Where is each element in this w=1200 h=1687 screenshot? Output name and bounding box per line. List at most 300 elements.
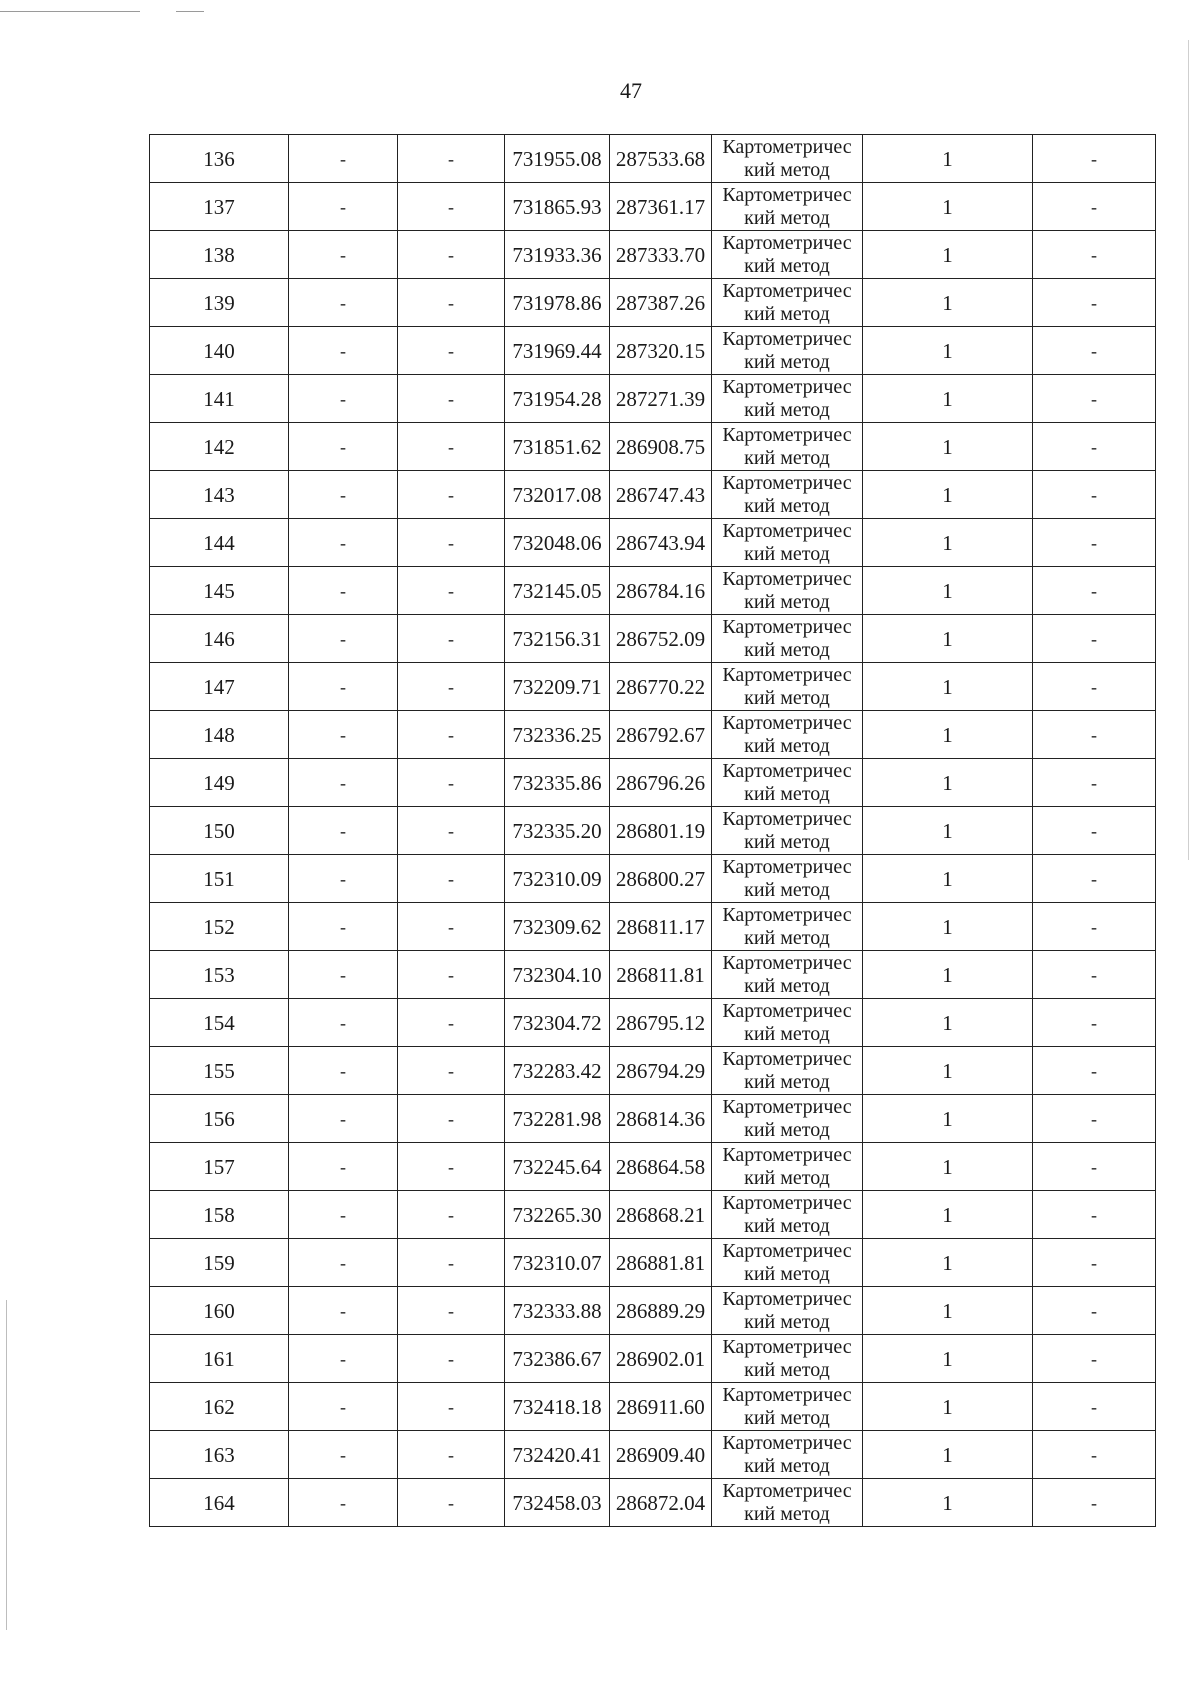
cell-column-2: -: [289, 567, 398, 615]
cell-x-coordinate: 732283.42: [505, 1047, 610, 1095]
cell-x-coordinate: 732145.05: [505, 567, 610, 615]
cell-method: [712, 1431, 863, 1479]
cell-point-number: 142: [150, 423, 289, 471]
cell-column-2: -: [289, 1335, 398, 1383]
cell-note: -: [1033, 1191, 1156, 1239]
method-line-2: кий метод: [744, 302, 830, 325]
method-line-2: кий метод: [744, 1454, 830, 1477]
cell-note: -: [1033, 1383, 1156, 1431]
cell-column-2: -: [289, 1431, 398, 1479]
cell-point-number: 154: [150, 999, 289, 1047]
cell-x-coordinate: 732281.98: [505, 1095, 610, 1143]
cell-y-coordinate: 286908.75: [610, 423, 712, 471]
cell-column-2: -: [289, 999, 398, 1047]
cell-column-3: -: [398, 1047, 505, 1095]
cell-column-3: -: [398, 471, 505, 519]
cell-accuracy: 1: [863, 759, 1033, 807]
table-row: [150, 615, 1156, 663]
scan-artifact-top-mid: [176, 11, 204, 12]
table-row: [150, 375, 1156, 423]
cell-accuracy: 1: [863, 567, 1033, 615]
cell-accuracy: 1: [863, 1239, 1033, 1287]
cell-x-coordinate: 731865.93: [505, 183, 610, 231]
method-line-1: Картометричес: [722, 1431, 852, 1454]
cell-x-coordinate: 732017.08: [505, 471, 610, 519]
table-row: [150, 1479, 1156, 1527]
cell-method: [712, 663, 863, 711]
cell-column-2: -: [289, 1239, 398, 1287]
cell-method: [712, 951, 863, 999]
cell-column-2: -: [289, 1383, 398, 1431]
method-line-1: Картометричес: [722, 615, 852, 638]
cell-column-3: -: [398, 519, 505, 567]
method-line-2: кий метод: [744, 926, 830, 949]
cell-note: -: [1033, 375, 1156, 423]
cell-y-coordinate: 286814.36: [610, 1095, 712, 1143]
cell-column-2: -: [289, 327, 398, 375]
cell-point-number: 136: [150, 135, 289, 183]
cell-y-coordinate: 286747.43: [610, 471, 712, 519]
cell-y-coordinate: 286801.19: [610, 807, 712, 855]
cell-column-2: -: [289, 1143, 398, 1191]
method-line-1: Картометричес: [722, 231, 852, 254]
method-line-1: Картометричес: [722, 1143, 852, 1166]
method-line-2: кий метод: [744, 734, 830, 757]
table-row: [150, 327, 1156, 375]
cell-y-coordinate: 286864.58: [610, 1143, 712, 1191]
cell-column-3: -: [398, 1383, 505, 1431]
table-row: [150, 855, 1156, 903]
cell-column-2: -: [289, 1479, 398, 1527]
cell-point-number: 152: [150, 903, 289, 951]
cell-method: [712, 855, 863, 903]
method-line-2: кий метод: [744, 1118, 830, 1141]
cell-column-2: -: [289, 1191, 398, 1239]
cell-point-number: 158: [150, 1191, 289, 1239]
cell-y-coordinate: 286794.29: [610, 1047, 712, 1095]
cell-column-3: -: [398, 759, 505, 807]
table-row: [150, 1383, 1156, 1431]
cell-column-2: -: [289, 951, 398, 999]
method-line-1: Картометричес: [722, 135, 852, 158]
cell-point-number: 156: [150, 1095, 289, 1143]
cell-y-coordinate: 286889.29: [610, 1287, 712, 1335]
cell-column-3: -: [398, 711, 505, 759]
cell-accuracy: 1: [863, 375, 1033, 423]
table-row: [150, 183, 1156, 231]
cell-y-coordinate: 286909.40: [610, 1431, 712, 1479]
cell-method: [712, 519, 863, 567]
cell-point-number: 155: [150, 1047, 289, 1095]
cell-note: -: [1033, 1479, 1156, 1527]
method-line-1: Картометричес: [722, 1335, 852, 1358]
cell-column-2: -: [289, 135, 398, 183]
cell-x-coordinate: 732310.07: [505, 1239, 610, 1287]
cell-method: [712, 1239, 863, 1287]
method-line-1: Картометричес: [722, 1383, 852, 1406]
cell-column-2: -: [289, 1047, 398, 1095]
cell-note: -: [1033, 855, 1156, 903]
cell-y-coordinate: 286872.04: [610, 1479, 712, 1527]
cell-y-coordinate: 287271.39: [610, 375, 712, 423]
cell-method: [712, 1287, 863, 1335]
table-row: [150, 1143, 1156, 1191]
cell-point-number: 161: [150, 1335, 289, 1383]
cell-x-coordinate: 732336.25: [505, 711, 610, 759]
table-row: [150, 231, 1156, 279]
method-line-2: кий метод: [744, 1070, 830, 1093]
method-line-1: Картометричес: [722, 807, 852, 830]
cell-note: -: [1033, 615, 1156, 663]
method-line-2: кий метод: [744, 638, 830, 661]
cell-y-coordinate: 287333.70: [610, 231, 712, 279]
table-row: [150, 1239, 1156, 1287]
cell-column-3: -: [398, 279, 505, 327]
method-line-1: Картометричес: [722, 423, 852, 446]
cell-method: [712, 615, 863, 663]
cell-accuracy: 1: [863, 279, 1033, 327]
method-line-1: Картометричес: [722, 279, 852, 302]
method-line-2: кий метод: [744, 830, 830, 853]
cell-method: [712, 711, 863, 759]
cell-y-coordinate: 286811.17: [610, 903, 712, 951]
cell-method: [712, 183, 863, 231]
cell-y-coordinate: 287320.15: [610, 327, 712, 375]
cell-note: -: [1033, 423, 1156, 471]
cell-accuracy: 1: [863, 1287, 1033, 1335]
cell-point-number: 159: [150, 1239, 289, 1287]
cell-column-2: -: [289, 375, 398, 423]
cell-accuracy: 1: [863, 855, 1033, 903]
cell-column-2: -: [289, 903, 398, 951]
cell-x-coordinate: 732265.30: [505, 1191, 610, 1239]
cell-accuracy: 1: [863, 903, 1033, 951]
cell-column-2: -: [289, 711, 398, 759]
method-line-1: Картометричес: [722, 471, 852, 494]
cell-x-coordinate: 732304.72: [505, 999, 610, 1047]
cell-note: -: [1033, 327, 1156, 375]
method-line-2: кий метод: [744, 590, 830, 613]
table-row: [150, 135, 1156, 183]
cell-x-coordinate: 732333.88: [505, 1287, 610, 1335]
cell-note: -: [1033, 759, 1156, 807]
cell-note: -: [1033, 1431, 1156, 1479]
cell-note: -: [1033, 711, 1156, 759]
cell-accuracy: 1: [863, 183, 1033, 231]
cell-column-3: -: [398, 1479, 505, 1527]
cell-column-3: -: [398, 999, 505, 1047]
cell-column-3: -: [398, 327, 505, 375]
cell-column-3: -: [398, 903, 505, 951]
method-line-1: Картометричес: [722, 1287, 852, 1310]
cell-column-2: -: [289, 1095, 398, 1143]
cell-accuracy: 1: [863, 999, 1033, 1047]
cell-x-coordinate: 731851.62: [505, 423, 610, 471]
cell-accuracy: 1: [863, 1095, 1033, 1143]
cell-point-number: 151: [150, 855, 289, 903]
table-body: [150, 135, 1156, 1527]
cell-x-coordinate: 731969.44: [505, 327, 610, 375]
cell-method: [712, 1047, 863, 1095]
cell-column-2: -: [289, 807, 398, 855]
cell-method: [712, 759, 863, 807]
cell-note: -: [1033, 1095, 1156, 1143]
cell-point-number: 141: [150, 375, 289, 423]
cell-x-coordinate: 732245.64: [505, 1143, 610, 1191]
cell-point-number: 150: [150, 807, 289, 855]
cell-method: [712, 1383, 863, 1431]
cell-column-2: -: [289, 759, 398, 807]
method-line-2: кий метод: [744, 974, 830, 997]
cell-column-2: -: [289, 663, 398, 711]
cell-column-3: -: [398, 423, 505, 471]
cell-accuracy: 1: [863, 1143, 1033, 1191]
cell-note: -: [1033, 1239, 1156, 1287]
cell-column-2: -: [289, 279, 398, 327]
cell-method: [712, 375, 863, 423]
cell-point-number: 163: [150, 1431, 289, 1479]
cell-column-3: -: [398, 1239, 505, 1287]
cell-accuracy: 1: [863, 1335, 1033, 1383]
method-line-2: кий метод: [744, 1358, 830, 1381]
cell-accuracy: 1: [863, 615, 1033, 663]
method-line-1: Картометричес: [722, 1479, 852, 1502]
cell-column-2: -: [289, 1287, 398, 1335]
method-line-1: Картометричес: [722, 1239, 852, 1262]
table-row: [150, 1431, 1156, 1479]
cell-method: [712, 903, 863, 951]
cell-accuracy: 1: [863, 135, 1033, 183]
cell-point-number: 164: [150, 1479, 289, 1527]
method-line-2: кий метод: [744, 1502, 830, 1525]
cell-method: [712, 807, 863, 855]
scan-artifact-left-edge: [6, 1300, 7, 1630]
cell-column-3: -: [398, 1095, 505, 1143]
method-line-2: кий метод: [744, 446, 830, 469]
cell-column-3: -: [398, 663, 505, 711]
cell-y-coordinate: 286743.94: [610, 519, 712, 567]
cell-column-3: -: [398, 1287, 505, 1335]
cell-y-coordinate: 287361.17: [610, 183, 712, 231]
cell-column-3: -: [398, 615, 505, 663]
method-line-2: кий метод: [744, 1166, 830, 1189]
cell-accuracy: 1: [863, 663, 1033, 711]
cell-method: [712, 1191, 863, 1239]
cell-x-coordinate: 731933.36: [505, 231, 610, 279]
cell-accuracy: 1: [863, 423, 1033, 471]
cell-column-3: -: [398, 1191, 505, 1239]
cell-y-coordinate: 286770.22: [610, 663, 712, 711]
cell-x-coordinate: 732309.62: [505, 903, 610, 951]
cell-note: -: [1033, 135, 1156, 183]
cell-note: -: [1033, 807, 1156, 855]
cell-column-3: -: [398, 567, 505, 615]
cell-column-2: -: [289, 519, 398, 567]
cell-column-3: -: [398, 1143, 505, 1191]
cell-point-number: 138: [150, 231, 289, 279]
cell-method: [712, 1143, 863, 1191]
cell-column-2: -: [289, 423, 398, 471]
cell-y-coordinate: 286868.21: [610, 1191, 712, 1239]
cell-x-coordinate: 732458.03: [505, 1479, 610, 1527]
cell-method: [712, 1095, 863, 1143]
cell-method: [712, 1479, 863, 1527]
table-row: [150, 951, 1156, 999]
cell-column-3: -: [398, 135, 505, 183]
cell-y-coordinate: 286796.26: [610, 759, 712, 807]
cell-column-2: -: [289, 471, 398, 519]
cell-accuracy: 1: [863, 951, 1033, 999]
method-line-2: кий метод: [744, 398, 830, 421]
cell-y-coordinate: 286881.81: [610, 1239, 712, 1287]
cell-note: -: [1033, 999, 1156, 1047]
cell-x-coordinate: 732418.18: [505, 1383, 610, 1431]
method-line-1: Картометричес: [722, 519, 852, 542]
cell-method: [712, 999, 863, 1047]
cell-column-3: -: [398, 855, 505, 903]
cell-method: [712, 471, 863, 519]
scan-artifact-top-left: [0, 11, 140, 12]
method-line-1: Картометричес: [722, 1191, 852, 1214]
table-row: [150, 423, 1156, 471]
method-line-2: кий метод: [744, 158, 830, 181]
cell-y-coordinate: 286752.09: [610, 615, 712, 663]
cell-note: -: [1033, 279, 1156, 327]
cell-note: -: [1033, 567, 1156, 615]
method-line-1: Картометричес: [722, 711, 852, 734]
cell-y-coordinate: 286902.01: [610, 1335, 712, 1383]
coordinates-table: [149, 134, 1156, 1527]
table-row: [150, 903, 1156, 951]
cell-point-number: 147: [150, 663, 289, 711]
cell-accuracy: 1: [863, 519, 1033, 567]
cell-x-coordinate: 732304.10: [505, 951, 610, 999]
method-line-1: Картометричес: [722, 663, 852, 686]
cell-point-number: 139: [150, 279, 289, 327]
cell-note: -: [1033, 1143, 1156, 1191]
cell-note: -: [1033, 663, 1156, 711]
cell-point-number: 140: [150, 327, 289, 375]
cell-point-number: 157: [150, 1143, 289, 1191]
method-line-1: Картометричес: [722, 759, 852, 782]
cell-accuracy: 1: [863, 711, 1033, 759]
table-row: [150, 807, 1156, 855]
cell-point-number: 160: [150, 1287, 289, 1335]
cell-accuracy: 1: [863, 807, 1033, 855]
method-line-1: Картометричес: [722, 327, 852, 350]
cell-method: [712, 231, 863, 279]
method-line-1: Картометричес: [722, 951, 852, 974]
method-line-1: Картометричес: [722, 375, 852, 398]
cell-point-number: 144: [150, 519, 289, 567]
cell-y-coordinate: 286795.12: [610, 999, 712, 1047]
table-row: [150, 1191, 1156, 1239]
coordinates-table-container: [149, 134, 1155, 1527]
method-line-2: кий метод: [744, 1022, 830, 1045]
cell-point-number: 146: [150, 615, 289, 663]
table-row: [150, 519, 1156, 567]
cell-note: -: [1033, 1047, 1156, 1095]
table-row: [150, 663, 1156, 711]
cell-note: -: [1033, 231, 1156, 279]
cell-note: -: [1033, 1287, 1156, 1335]
method-line-1: Картометричес: [722, 1047, 852, 1070]
method-line-2: кий метод: [744, 254, 830, 277]
method-line-1: Картометричес: [722, 855, 852, 878]
method-line-2: кий метод: [744, 1214, 830, 1237]
cell-accuracy: 1: [863, 471, 1033, 519]
cell-accuracy: 1: [863, 1431, 1033, 1479]
cell-note: -: [1033, 519, 1156, 567]
cell-column-2: -: [289, 231, 398, 279]
cell-column-3: -: [398, 951, 505, 999]
cell-method: [712, 1335, 863, 1383]
cell-point-number: 162: [150, 1383, 289, 1431]
cell-column-3: -: [398, 231, 505, 279]
method-line-1: Картометричес: [722, 903, 852, 926]
cell-note: -: [1033, 951, 1156, 999]
table-row: [150, 759, 1156, 807]
cell-accuracy: 1: [863, 1479, 1033, 1527]
cell-method: [712, 135, 863, 183]
cell-column-2: -: [289, 855, 398, 903]
cell-point-number: 148: [150, 711, 289, 759]
cell-note: -: [1033, 183, 1156, 231]
method-line-2: кий метод: [744, 1406, 830, 1429]
cell-point-number: 149: [150, 759, 289, 807]
cell-x-coordinate: 731978.86: [505, 279, 610, 327]
method-line-1: Картометричес: [722, 1095, 852, 1118]
table-row: [150, 1047, 1156, 1095]
table-row: [150, 1287, 1156, 1335]
method-line-2: кий метод: [744, 878, 830, 901]
table-row: [150, 1095, 1156, 1143]
cell-column-2: -: [289, 615, 398, 663]
cell-column-2: -: [289, 183, 398, 231]
cell-y-coordinate: 286800.27: [610, 855, 712, 903]
method-line-2: кий метод: [744, 1310, 830, 1333]
cell-column-3: -: [398, 183, 505, 231]
method-line-2: кий метод: [744, 206, 830, 229]
cell-column-3: -: [398, 807, 505, 855]
table-row: [150, 1335, 1156, 1383]
scan-artifact-right-edge: [1188, 40, 1189, 860]
method-line-1: Картометричес: [722, 567, 852, 590]
method-line-1: Картометричес: [722, 999, 852, 1022]
cell-method: [712, 279, 863, 327]
cell-x-coordinate: 732048.06: [505, 519, 610, 567]
cell-column-3: -: [398, 1335, 505, 1383]
method-line-2: кий метод: [744, 782, 830, 805]
cell-x-coordinate: 731955.08: [505, 135, 610, 183]
table-row: [150, 279, 1156, 327]
cell-method: [712, 423, 863, 471]
cell-x-coordinate: 732335.20: [505, 807, 610, 855]
cell-x-coordinate: 732386.67: [505, 1335, 610, 1383]
cell-point-number: 145: [150, 567, 289, 615]
table-row: [150, 999, 1156, 1047]
cell-note: -: [1033, 1335, 1156, 1383]
cell-y-coordinate: 286911.60: [610, 1383, 712, 1431]
cell-point-number: 137: [150, 183, 289, 231]
method-line-1: Картометричес: [722, 183, 852, 206]
cell-note: -: [1033, 903, 1156, 951]
cell-accuracy: 1: [863, 231, 1033, 279]
method-line-2: кий метод: [744, 686, 830, 709]
cell-column-3: -: [398, 375, 505, 423]
cell-x-coordinate: 731954.28: [505, 375, 610, 423]
cell-y-coordinate: 287533.68: [610, 135, 712, 183]
